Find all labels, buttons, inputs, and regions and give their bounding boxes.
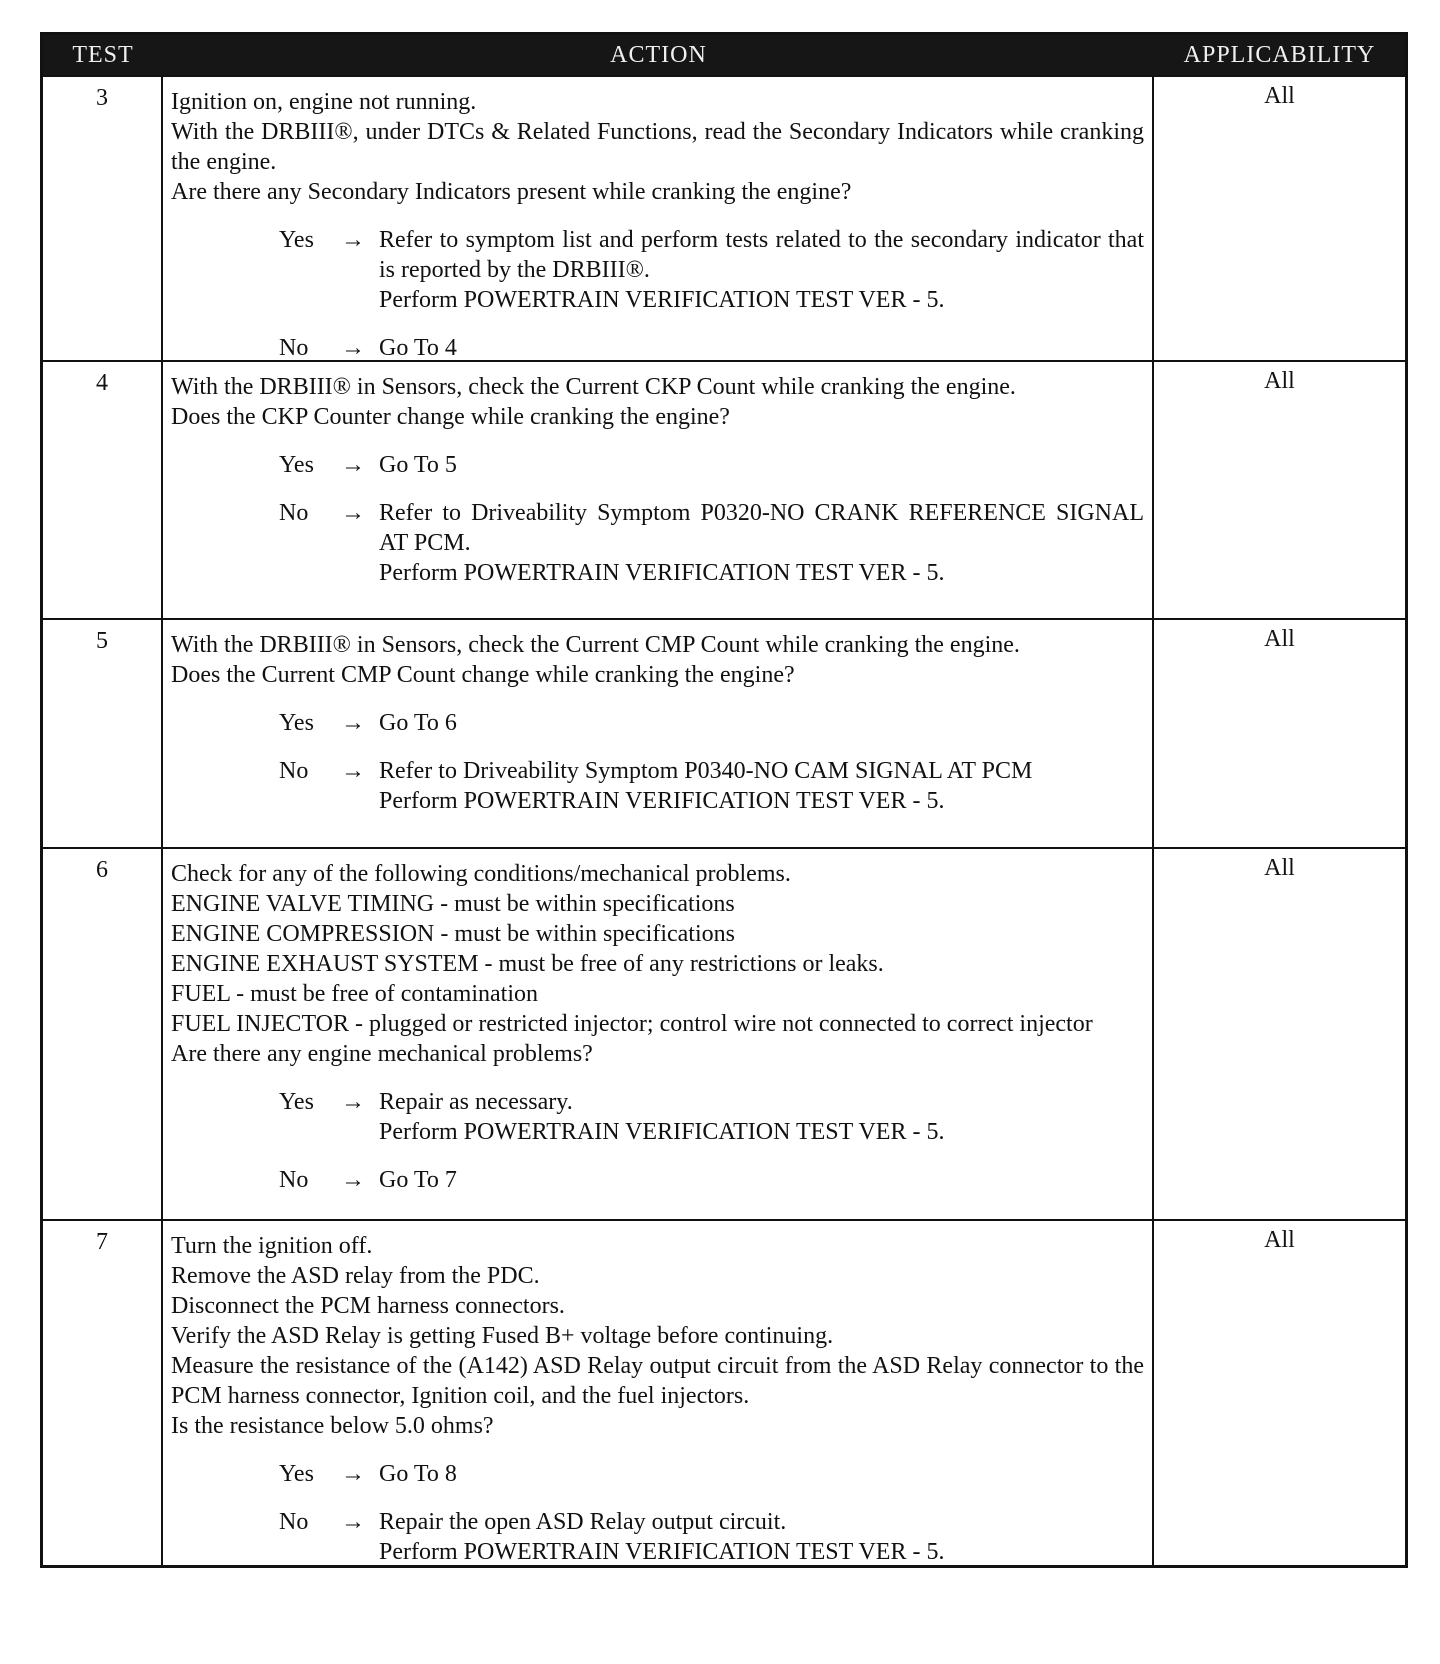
- action-line: With the DRBIII® in Sensors, check the Current CKP Count while cranking the engine.: [171, 374, 1016, 400]
- table-header: [43, 35, 1405, 75]
- yes-result-line: Go To 5: [379, 452, 457, 478]
- arrow-right-icon: →: [341, 710, 365, 736]
- arrow-right-icon: →: [341, 1167, 365, 1193]
- table-row: [43, 360, 1405, 618]
- action-cell: [163, 362, 1154, 618]
- test-number: 6: [43, 849, 163, 1219]
- action-line: Turn the ignition off.: [171, 1233, 373, 1259]
- yes-label: Yes: [279, 710, 314, 736]
- arrow-right-icon: →: [341, 500, 365, 526]
- yes-result: [379, 450, 1144, 480]
- no-label: No: [279, 500, 309, 526]
- no-result-line: Perform POWERTRAIN VERIFICATION TEST VER - 5.: [379, 560, 945, 586]
- no-branch: [171, 1507, 1144, 1567]
- action-line: Does the Current CMP Count change while cranking the engine?: [171, 662, 795, 688]
- no-result: [379, 498, 1144, 588]
- diagnostic-table: [40, 32, 1408, 1568]
- action-line: Does the CKP Counter change while cranking the engine?: [171, 404, 730, 430]
- no-label: No: [279, 335, 309, 361]
- applicability-cell: All: [1264, 626, 1295, 652]
- yes-result: [379, 708, 1144, 738]
- applicability-cell: All: [1264, 368, 1295, 394]
- arrow-right-icon: →: [341, 1089, 365, 1115]
- no-result: [379, 1165, 1144, 1195]
- yes-label: Yes: [279, 1089, 314, 1115]
- yes-branch: [171, 1087, 1144, 1147]
- table-row: [43, 618, 1405, 847]
- action-line: Are there any Secondary Indicators present while cranking the engine?: [171, 179, 852, 205]
- action-cell: [163, 1221, 1154, 1565]
- no-result-line: Refer to Driveability Symptom P0320-NO CRANK REFERENCE SIGNAL AT PCM.: [379, 500, 1144, 556]
- no-result: [379, 333, 1144, 363]
- action-line: Disconnect the PCM harness connectors.: [171, 1293, 565, 1319]
- no-result-line: Repair the open ASD Relay output circuit.: [379, 1509, 787, 1535]
- action-line: FUEL INJECTOR - plugged or restricted injector; control wire not connected to correct injector: [171, 1011, 1093, 1037]
- no-branch: [171, 1165, 1144, 1195]
- yes-result: [379, 1459, 1144, 1489]
- yes-branch: [171, 1459, 1144, 1489]
- applicability-cell: All: [1264, 1227, 1295, 1253]
- yes-label: Yes: [279, 227, 314, 253]
- action-line: ENGINE COMPRESSION - must be within specifications: [171, 921, 735, 947]
- action-line: Verify the ASD Relay is getting Fused B+ voltage before continuing.: [171, 1323, 834, 1349]
- action-line: Ignition on, engine not running.: [171, 89, 477, 115]
- action-cell: [163, 620, 1154, 847]
- action-line: ENGINE EXHAUST SYSTEM - must be free of any restrictions or leaks.: [171, 951, 884, 977]
- no-label: No: [279, 758, 309, 784]
- arrow-right-icon: →: [341, 452, 365, 478]
- no-result-line: Perform POWERTRAIN VERIFICATION TEST VER - 5.: [379, 788, 945, 814]
- action-line: FUEL - must be free of contamination: [171, 981, 539, 1007]
- action-cell: [163, 77, 1154, 360]
- arrow-right-icon: →: [341, 1461, 365, 1487]
- yes-branch: [171, 708, 1144, 738]
- yes-result-line: Go To 6: [379, 710, 457, 736]
- no-branch: [171, 498, 1144, 588]
- no-result-line: Perform POWERTRAIN VERIFICATION TEST VER - 5.: [379, 1539, 945, 1565]
- no-result: [379, 756, 1144, 816]
- yes-result-line: Repair as necessary.: [379, 1089, 573, 1115]
- no-branch: [171, 756, 1144, 816]
- yes-result: [379, 225, 1144, 315]
- action-line: Remove the ASD relay from the PDC.: [171, 1263, 540, 1289]
- header-action: ACTION: [610, 41, 707, 68]
- yes-result-line: Go To 8: [379, 1461, 457, 1487]
- action-line: Measure the resistance of the (A142) ASD Relay output circuit from the ASD Relay connector to the PCM harness connector, Ignition coil, and the fuel injectors.: [171, 1353, 1144, 1409]
- no-label: No: [279, 1509, 309, 1535]
- test-number: 4: [43, 362, 163, 618]
- yes-result-line: Perform POWERTRAIN VERIFICATION TEST VER - 5.: [379, 1119, 945, 1145]
- header-applicability: APPLICABILITY: [1183, 41, 1376, 68]
- no-result-line: Refer to Driveability Symptom P0340-NO CAM SIGNAL AT PCM: [379, 758, 1033, 784]
- yes-result-line: Refer to symptom list and perform tests related to the secondary indicator that is reported by the DRBIII®.: [379, 227, 1144, 283]
- action-line: With the DRBIII®, under DTCs & Related Functions, read the Secondary Indicators while cranking the engine.: [171, 119, 1144, 175]
- yes-label: Yes: [279, 1461, 314, 1487]
- action-line: Check for any of the following conditions/mechanical problems.: [171, 861, 791, 887]
- action-line: Is the resistance below 5.0 ohms?: [171, 1413, 494, 1439]
- test-number: 5: [43, 620, 163, 847]
- table-row: [43, 847, 1405, 1219]
- action-line: ENGINE VALVE TIMING - must be within specifications: [171, 891, 735, 917]
- test-number: 7: [43, 1221, 163, 1565]
- action-line: Are there any engine mechanical problems?: [171, 1041, 593, 1067]
- no-branch: [171, 333, 1144, 363]
- header-test: TEST: [72, 41, 134, 68]
- table-body: [43, 75, 1405, 1565]
- no-label: No: [279, 1167, 309, 1193]
- arrow-right-icon: →: [341, 335, 365, 361]
- arrow-right-icon: →: [341, 227, 365, 253]
- no-result: [379, 1507, 1144, 1567]
- action-line: With the DRBIII® in Sensors, check the Current CMP Count while cranking the engine.: [171, 632, 1020, 658]
- arrow-right-icon: →: [341, 1509, 365, 1535]
- yes-branch: [171, 225, 1144, 315]
- applicability-cell: All: [1264, 83, 1295, 109]
- applicability-cell: All: [1264, 855, 1295, 881]
- test-number: 3: [43, 77, 163, 360]
- yes-label: Yes: [279, 452, 314, 478]
- table-row: [43, 1219, 1405, 1565]
- action-cell: [163, 849, 1154, 1219]
- table-row: [43, 75, 1405, 360]
- yes-result: [379, 1087, 1144, 1147]
- no-result-line: Go To 4: [379, 335, 457, 361]
- arrow-right-icon: →: [341, 758, 365, 784]
- yes-result-line: Perform POWERTRAIN VERIFICATION TEST VER - 5.: [379, 287, 945, 313]
- no-result-line: Go To 7: [379, 1167, 457, 1193]
- yes-branch: [171, 450, 1144, 480]
